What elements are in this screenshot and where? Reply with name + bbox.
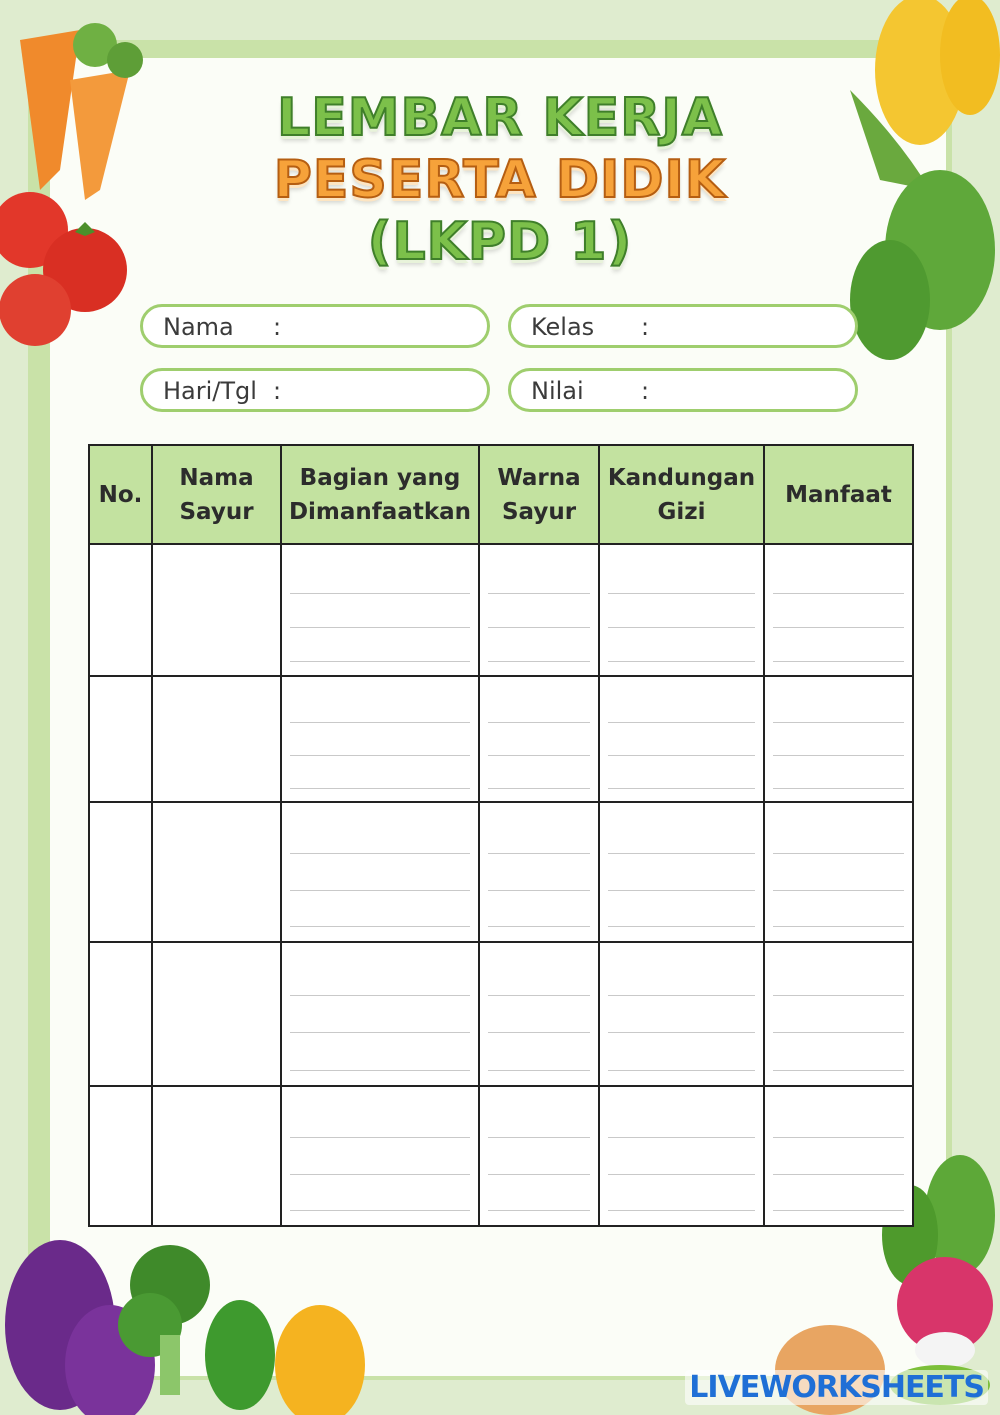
cell-manfaat[interactable] xyxy=(764,544,913,676)
writing-line xyxy=(290,1032,470,1033)
writing-line xyxy=(488,853,590,854)
table-header-row xyxy=(89,445,913,544)
table-row xyxy=(89,802,913,942)
writing-line xyxy=(608,995,755,996)
nama-label: Nama xyxy=(163,313,234,341)
cell-gizi[interactable] xyxy=(599,942,764,1086)
writing-line xyxy=(773,593,904,594)
cell-nama-sayur[interactable] xyxy=(152,942,281,1086)
writing-line xyxy=(608,627,755,628)
writing-line xyxy=(488,593,590,594)
header-warna-sayur: Warna Sayur xyxy=(479,445,599,544)
cell-nama-sayur[interactable] xyxy=(152,802,281,942)
nama-field[interactable] xyxy=(140,304,490,348)
pepper-icon xyxy=(205,1300,365,1415)
cell-warna[interactable] xyxy=(479,802,599,942)
writing-line xyxy=(290,722,470,723)
cell-bagian[interactable] xyxy=(281,676,479,802)
writing-line xyxy=(290,853,470,854)
spinach-icon xyxy=(850,170,995,360)
writing-line xyxy=(488,1174,590,1175)
corn-icon xyxy=(850,0,1000,190)
kelas-label: Kelas xyxy=(531,313,595,341)
vegetable-table xyxy=(88,444,914,1227)
header-kandungan-gizi: Kandungan Gizi xyxy=(599,445,764,544)
cell-gizi[interactable] xyxy=(599,802,764,942)
writing-line xyxy=(608,1210,755,1211)
header-nama-sayur: Nama Sayur xyxy=(152,445,281,544)
nama-colon: : xyxy=(273,313,282,341)
writing-line xyxy=(608,1070,755,1071)
cell-gizi[interactable] xyxy=(599,544,764,676)
writing-line xyxy=(608,926,755,927)
cell-no[interactable] xyxy=(89,676,152,802)
writing-line xyxy=(290,1174,470,1175)
writing-line xyxy=(488,1032,590,1033)
writing-line xyxy=(290,890,470,891)
kelas-field[interactable] xyxy=(508,304,858,348)
tomato-icon xyxy=(0,192,127,346)
cell-nama-sayur[interactable] xyxy=(152,1086,281,1226)
writing-line xyxy=(608,1137,755,1138)
table-row xyxy=(89,544,913,676)
cell-warna[interactable] xyxy=(479,942,599,1086)
writing-line xyxy=(290,755,470,756)
writing-line xyxy=(773,853,904,854)
hari-tgl-field[interactable] xyxy=(140,368,490,412)
cell-gizi[interactable] xyxy=(599,676,764,802)
cell-warna[interactable] xyxy=(479,1086,599,1226)
writing-line xyxy=(773,1032,904,1033)
writing-line xyxy=(773,1137,904,1138)
writing-line xyxy=(608,788,755,789)
writing-line xyxy=(773,1210,904,1211)
writing-line xyxy=(290,926,470,927)
cell-manfaat[interactable] xyxy=(764,802,913,942)
liveworksheets-watermark: LIVEWORKSHEETS xyxy=(685,1370,988,1405)
cell-manfaat[interactable] xyxy=(764,942,913,1086)
writing-line xyxy=(608,853,755,854)
writing-line xyxy=(773,661,904,662)
cell-no[interactable] xyxy=(89,544,152,676)
header-manfaat: Manfaat xyxy=(764,445,913,544)
writing-line xyxy=(608,593,755,594)
writing-line xyxy=(773,926,904,927)
cell-no[interactable] xyxy=(89,942,152,1086)
writing-line xyxy=(773,788,904,789)
cell-manfaat[interactable] xyxy=(764,1086,913,1226)
nilai-label: Nilai xyxy=(531,377,584,405)
writing-line xyxy=(290,627,470,628)
kelas-colon: : xyxy=(641,313,650,341)
writing-line xyxy=(608,890,755,891)
cell-warna[interactable] xyxy=(479,676,599,802)
cell-warna[interactable] xyxy=(479,544,599,676)
cell-manfaat[interactable] xyxy=(764,676,913,802)
writing-line xyxy=(290,788,470,789)
cell-bagian[interactable] xyxy=(281,1086,479,1226)
cell-bagian[interactable] xyxy=(281,802,479,942)
writing-line xyxy=(488,661,590,662)
hari-tgl-colon: : xyxy=(273,377,282,405)
vegetable-decoration-top-left xyxy=(0,0,150,370)
cell-nama-sayur[interactable] xyxy=(152,544,281,676)
writing-line xyxy=(290,1137,470,1138)
cell-bagian[interactable] xyxy=(281,942,479,1086)
writing-line xyxy=(773,890,904,891)
writing-line xyxy=(488,755,590,756)
cell-gizi[interactable] xyxy=(599,1086,764,1226)
writing-line xyxy=(608,1174,755,1175)
nilai-colon: : xyxy=(641,377,650,405)
writing-line xyxy=(608,755,755,756)
hari-tgl-label: Hari/Tgl xyxy=(163,377,257,405)
writing-line xyxy=(488,1070,590,1071)
title-line-2: PESERTA DIDIK xyxy=(273,150,727,210)
writing-line xyxy=(773,627,904,628)
carrot-icon xyxy=(20,23,143,200)
writing-line xyxy=(488,890,590,891)
vegetable-decoration-bottom-left xyxy=(0,1215,380,1415)
title-line-3: (LKPD 1) xyxy=(367,212,633,272)
cell-no[interactable] xyxy=(89,1086,152,1226)
cell-nama-sayur[interactable] xyxy=(152,676,281,802)
writing-line xyxy=(488,1137,590,1138)
writing-line xyxy=(488,995,590,996)
cell-no[interactable] xyxy=(89,802,152,942)
writing-line xyxy=(773,755,904,756)
writing-line xyxy=(290,661,470,662)
header-bagian-dimanfaatkan: Bagian yang Dimanfaatkan xyxy=(281,445,479,544)
writing-line xyxy=(488,1210,590,1211)
writing-line xyxy=(773,1174,904,1175)
writing-line xyxy=(290,1210,470,1211)
header-no: No. xyxy=(89,445,152,544)
table-row xyxy=(89,1086,913,1226)
table-row xyxy=(89,676,913,802)
writing-line xyxy=(608,1032,755,1033)
table-row xyxy=(89,942,913,1086)
cell-bagian[interactable] xyxy=(281,544,479,676)
writing-line xyxy=(773,995,904,996)
radish-icon xyxy=(897,1257,993,1368)
writing-line xyxy=(773,1070,904,1071)
writing-line xyxy=(290,1070,470,1071)
writing-line xyxy=(608,661,755,662)
writing-line xyxy=(488,926,590,927)
writing-line xyxy=(290,593,470,594)
writing-line xyxy=(488,722,590,723)
writing-line xyxy=(290,995,470,996)
writing-line xyxy=(608,722,755,723)
writing-line xyxy=(488,788,590,789)
writing-line xyxy=(773,722,904,723)
title-line-1: LEMBAR KERJA xyxy=(277,88,723,148)
nilai-field[interactable] xyxy=(508,368,858,412)
writing-line xyxy=(488,627,590,628)
